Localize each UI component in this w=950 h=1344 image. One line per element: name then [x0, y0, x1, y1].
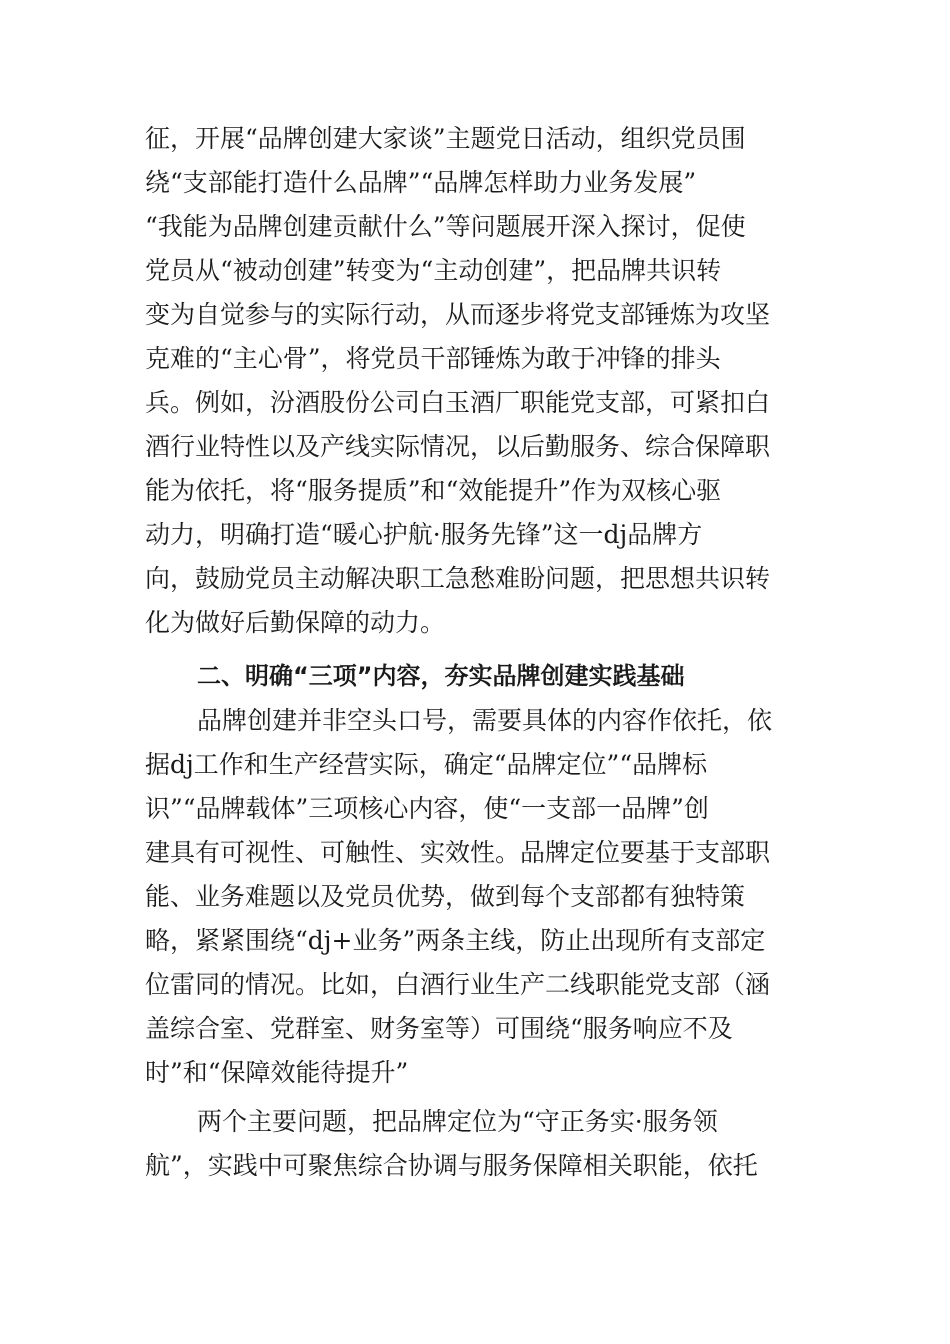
paragraph-line-5: 变为自觉参与的实际行动，从而逐步将党支部锤炼为攻坚 — [145, 300, 771, 329]
paragraph-line-14: 据dj工作和生产经营实际，确定“品牌定位”“品牌标 — [145, 750, 708, 779]
paragraph-line-15: 识”“品牌载体”三项核心内容，使“一支部一品牌”创 — [145, 794, 709, 823]
paragraph-line-18: 略，紧紧围绕“dj+业务”两条主线，防止出现所有支部定 — [145, 926, 766, 955]
section-heading: 二、明确“三项”内容，夯实品牌创建实践基础 — [197, 662, 685, 690]
paragraph-line-3: “我能为品牌创建贡献什么”等问题展开深入探讨，促使 — [145, 212, 746, 241]
paragraph-line-1: 征，开展“品牌创建大家谈”主题党日活动，组织党员围 — [145, 124, 746, 153]
paragraph-line-11: 向，鼓励党员主动解决职工急愁难盼问题，把思想共识转 — [145, 564, 771, 593]
paragraph-line-13: 品牌创建并非空头口号，需要具体的内容作依托，依 — [197, 706, 773, 735]
paragraph-line-7: 兵。例如，汾酒股份公司白玉酒厂职能党支部，可紧扣白 — [145, 388, 771, 417]
paragraph-line-10: 动力，明确打造“暖心护航·服务先锋”这一dj品牌方 — [145, 520, 703, 549]
paragraph-line-20: 盖综合室、党群室、财务室等）可围绕“服务响应不及 — [145, 1014, 733, 1043]
paragraph-line-21: 时”和“保障效能待提升” — [145, 1058, 409, 1087]
paragraph-line-22: 两个主要问题，把品牌定位为“守正务实·服务领 — [197, 1107, 718, 1136]
paragraph-line-8: 酒行业特性以及产线实际情况，以后勤服务、综合保障职 — [145, 432, 771, 461]
paragraph-line-2: 绕“支部能打造什么品牌”“品牌怎样助力业务发展” — [145, 168, 697, 197]
paragraph-line-12: 化为做好后勤保障的动力。 — [145, 608, 446, 637]
paragraph-line-4: 党员从“被动创建”转变为“主动创建”，把品牌共识转 — [145, 256, 722, 285]
paragraph-line-6: 克难的“主心骨”，将党员干部锤炼为敢于冲锋的排头 — [145, 344, 721, 373]
paragraph-line-23: 航”，实践中可聚焦综合协调与服务保障相关职能，依托 — [145, 1151, 758, 1180]
paragraph-line-16: 建具有可视性、可触性、实效性。品牌定位要基于支部职 — [145, 838, 771, 867]
paragraph-line-19: 位雷同的情况。比如，白酒行业生产二线职能党支部（涵 — [145, 970, 771, 999]
paragraph-line-9: 能为依托，将“服务提质”和“效能提升”作为双核心驱 — [145, 476, 722, 505]
paragraph-line-17: 能、业务难题以及党员优势，做到每个支部都有独特策 — [145, 882, 746, 911]
